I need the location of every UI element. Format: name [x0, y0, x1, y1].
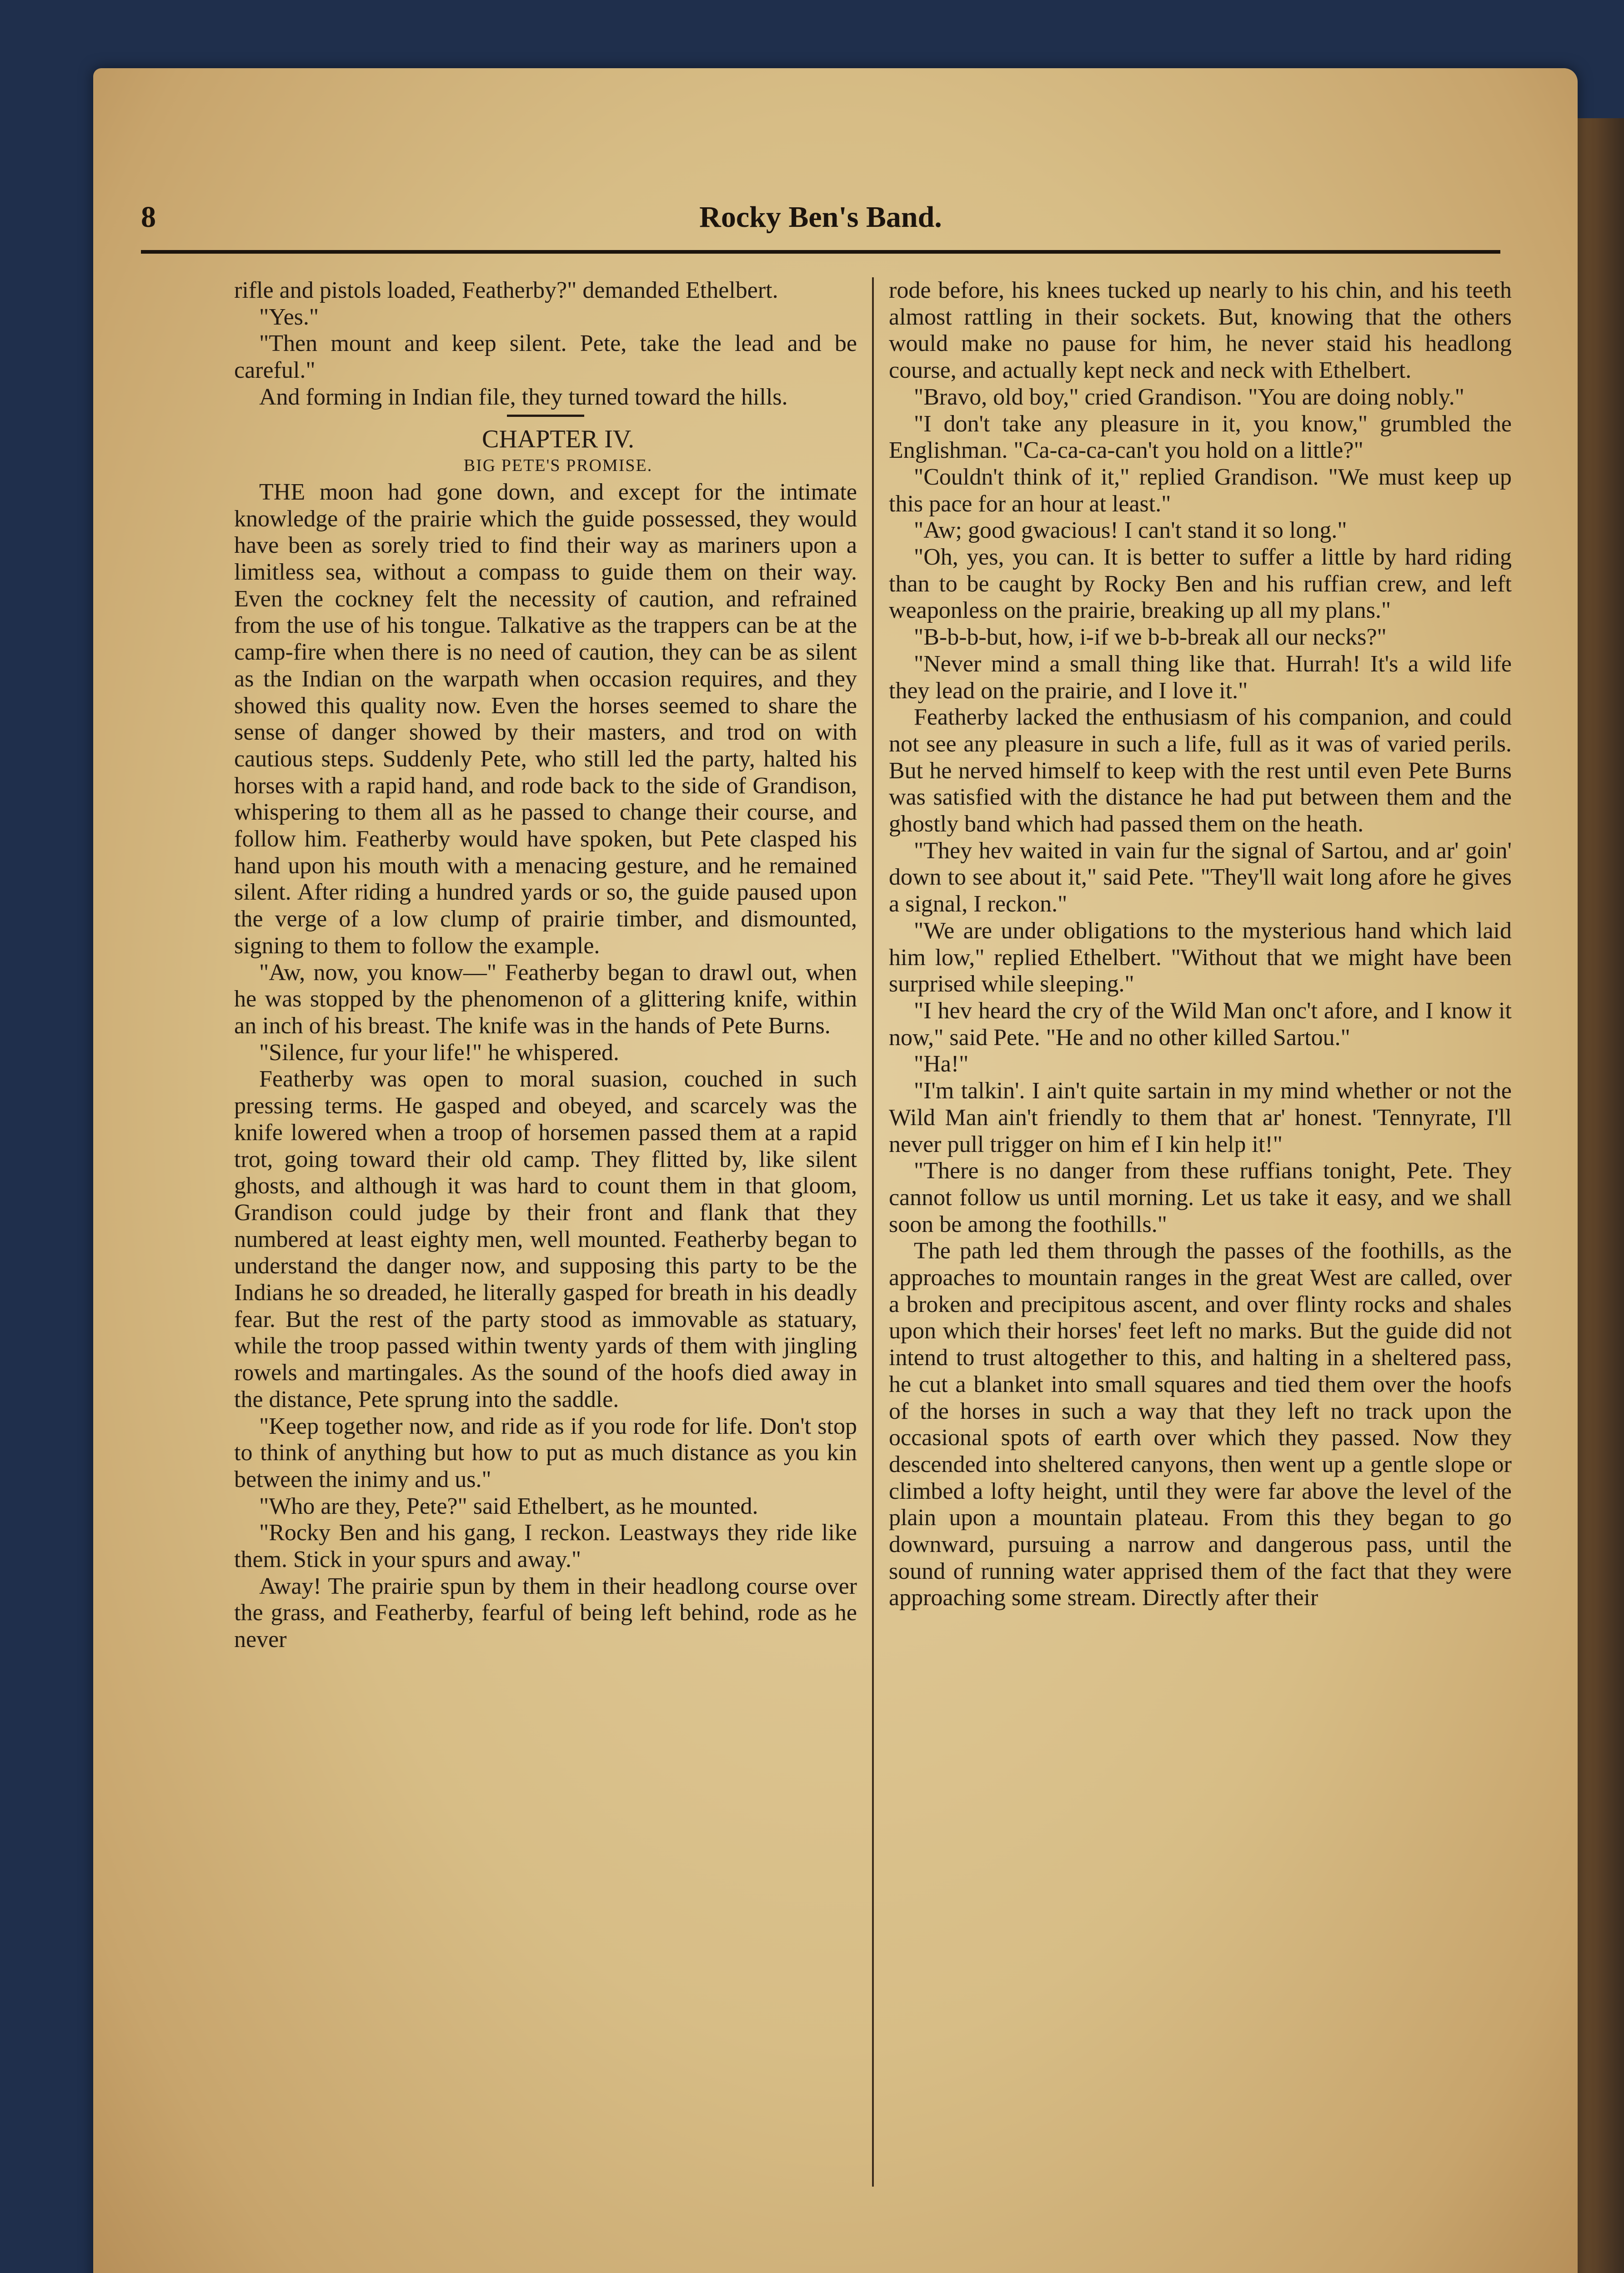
chapter-subtitle: BIG PETE'S PROMISE.	[463, 456, 653, 476]
paragraph: "B-b-b-but, how, i-if we b-b-break all our necks?"	[914, 624, 1387, 651]
paragraph: "Who are they, Pete?" said Ethelbert, as he mounted.	[259, 1493, 758, 1519]
paragraph: "Silence, fur your life!" he whispered.	[259, 1039, 619, 1066]
paragraph: "Aw; good gwacious! I can't stand it so long."	[914, 517, 1347, 544]
paragraph: The path led them through the passes of the foothills, as the approaches to mountain ranges in the great West are called, over a broken and precipitous ascent, and over flinty rocks and shales upon which their horses' feet left no marks. But the guide did not intend to trust altogether to this, and halting in a sheltered pass, he cut a blanket into small squares and tied them over the hoofs of the horses in such a way that they left no track upon the occasional spots of earth over which they passed. Now they descended into sheltered canyons, then went up a gentle slope or climbed a lofty height, until they were far above the level of the plain upon a mountain plateau. From this they began to go downward, pursuing a narrow and dangerous pass, until the sound of running water apprised them of the fact that they were approaching some stream. Directly after their	[889, 1238, 1512, 1611]
page-header	[141, 200, 1500, 254]
right-column	[889, 277, 1512, 2178]
paragraph: Featherby was open to moral suasion, couched in such pressing terms. He gasped and obeyed, and scarcely was the knife lowered when a troop of horsemen passed them at a rapid trot, going toward their old camp. They flitted by, like silent ghosts, and although it was hard to count them in that gloom, Grandison could judge by their front and flank that they numbered at least eighty men, well mounted. Featherby began to understand the danger now, and supposing this party to be the Indians he so dreaded, he literally gasped for breath in his deadly fear. But the rest of the party stood as immovable as statuary, while the troop passed within twenty yards of them with jingling rowels and martingales. As the sound of the hoofs died away in the distance, Pete sprung into the saddle.	[234, 1066, 857, 1412]
paragraph: "Ha!"	[914, 1051, 969, 1077]
paragraph: "Oh, yes, you can. It is better to suffer a little by hard riding than to be caught by Rocky Ben and his ruffian crew, and left weaponless on the prairie, breaking up all my plans."	[889, 544, 1512, 624]
paragraph: "Couldn't think of it," replied Grandison. "We must keep up this pace for an hour at least."	[889, 464, 1512, 517]
column-divider	[872, 277, 874, 2187]
paragraph: "Keep together now, and ride as if you rode for life. Don't stop to think of anything but how to put as much distance as you kin between the inimy and us."	[234, 1413, 857, 1492]
paragraph: Featherby lacked the enthusiasm of his companion, and could not see any pleasure in such a life, full as it was of varied perils. But he nerved himself to keep with the rest until even Pete Burns was satisfied with the distance he had put between them and the ghostly band which had passed them on the heath.	[889, 704, 1512, 837]
running-title: Rocky Ben's Band.	[699, 200, 942, 234]
paragraph: "Never mind a small thing like that. Hurrah! It's a wild life they lead on the prairie, and I love it."	[889, 651, 1512, 704]
paragraph: "Yes."	[259, 304, 319, 330]
paragraph: "Rocky Ben and his gang, I reckon. Leastways they ride like them. Stick in your spurs and away."	[234, 1520, 857, 1573]
section-divider	[507, 415, 584, 417]
paragraph: "Then mount and keep silent. Pete, take the lead and be careful."	[234, 330, 857, 384]
paragraph: And forming in Indian file, they turned toward the hills.	[259, 384, 788, 410]
paragraph: "I'm talkin'. I ain't quite sartain in my mind whether or not the Wild Man ain't friendly to them that ar' honest. 'Tennyrate, I'll never pull trigger on him ef I kin help it!"	[889, 1078, 1512, 1157]
paragraph: "Bravo, old boy," cried Grandison. "You are doing nobly."	[914, 384, 1464, 410]
page-number: 8	[141, 200, 156, 234]
paragraph: "Aw, now, you know—" Featherby began to drawl out, when he was stopped by the phenomenon of a glittering knife, within an inch of his breast. The knife was in the hands of Pete Burns.	[234, 959, 857, 1039]
paragraph: "I hev heard the cry of the Wild Man onc't afore, and I know it now," said Pete. "He and no other killed Sartou."	[889, 997, 1512, 1051]
paragraph: THE moon had gone down, and except for the intimate knowledge of the prairie which the guide possessed, they would have been as sorely tried to find their way as mariners upon a limitless sea, without a compass to guide them on their way. Even the cockney felt the necessity of caution, and refrained from the use of his tongue. Talkative as the trappers can be at the camp-fire when there is no need of caution, they can be as silent as the Indian on the warpath when occasion requires, and they showed this quality now. Even the horses seemed to share the sense of danger showed by their masters, and trod on with cautious steps. Suddenly Pete, who still led the party, halted his horses with a rapid hand, and rode back to the side of Grandison, whispering to them all as he passed to change their course, and follow him. Featherby would have spoken, but Pete clasped his hand upon his mouth with a menacing gesture, and he remained silent. After riding a hundred yards or so, the guide paused upon the verge of a low clump of prairie timber, and dismounted, signing to them to follow the example.	[234, 479, 857, 959]
paragraph: "I don't take any pleasure in it, you know," grumbled the Englishman. "Ca-ca-ca-can't you hold on a little?"	[889, 411, 1512, 464]
paragraph: "We are under obligations to the mysterious hand which laid him low," replied Ethelbert. "Without that we might have been surprised while sleeping."	[889, 917, 1512, 997]
chapter-title: CHAPTER IV.	[481, 425, 634, 453]
paragraph: rode before, his knees tucked up nearly to his chin, and his teeth almost rattling in their sockets. But, knowing that the others would make no pause for him, he never staid his headlong course, and actually kept neck and neck with Ethelbert.	[889, 277, 1512, 384]
paragraph: "They hev waited in vain fur the signal of Sartou, and ar' goin' down to see about it," said Pete. "They'll wait long afore he gives a signal, I reckon."	[889, 837, 1512, 917]
paragraph: rifle and pistols loaded, Featherby?" demanded Ethelbert.	[234, 277, 778, 303]
paragraph: "There is no danger from these ruffians tonight, Pete. They cannot follow us until morning. Let us take it easy, and we shall soon be among the foothills."	[889, 1158, 1512, 1237]
paragraph: Away! The prairie spun by them in their headlong course over the grass, and Featherby, fearful of being left behind, rode as he never	[234, 1573, 857, 1653]
left-column	[234, 277, 857, 2178]
